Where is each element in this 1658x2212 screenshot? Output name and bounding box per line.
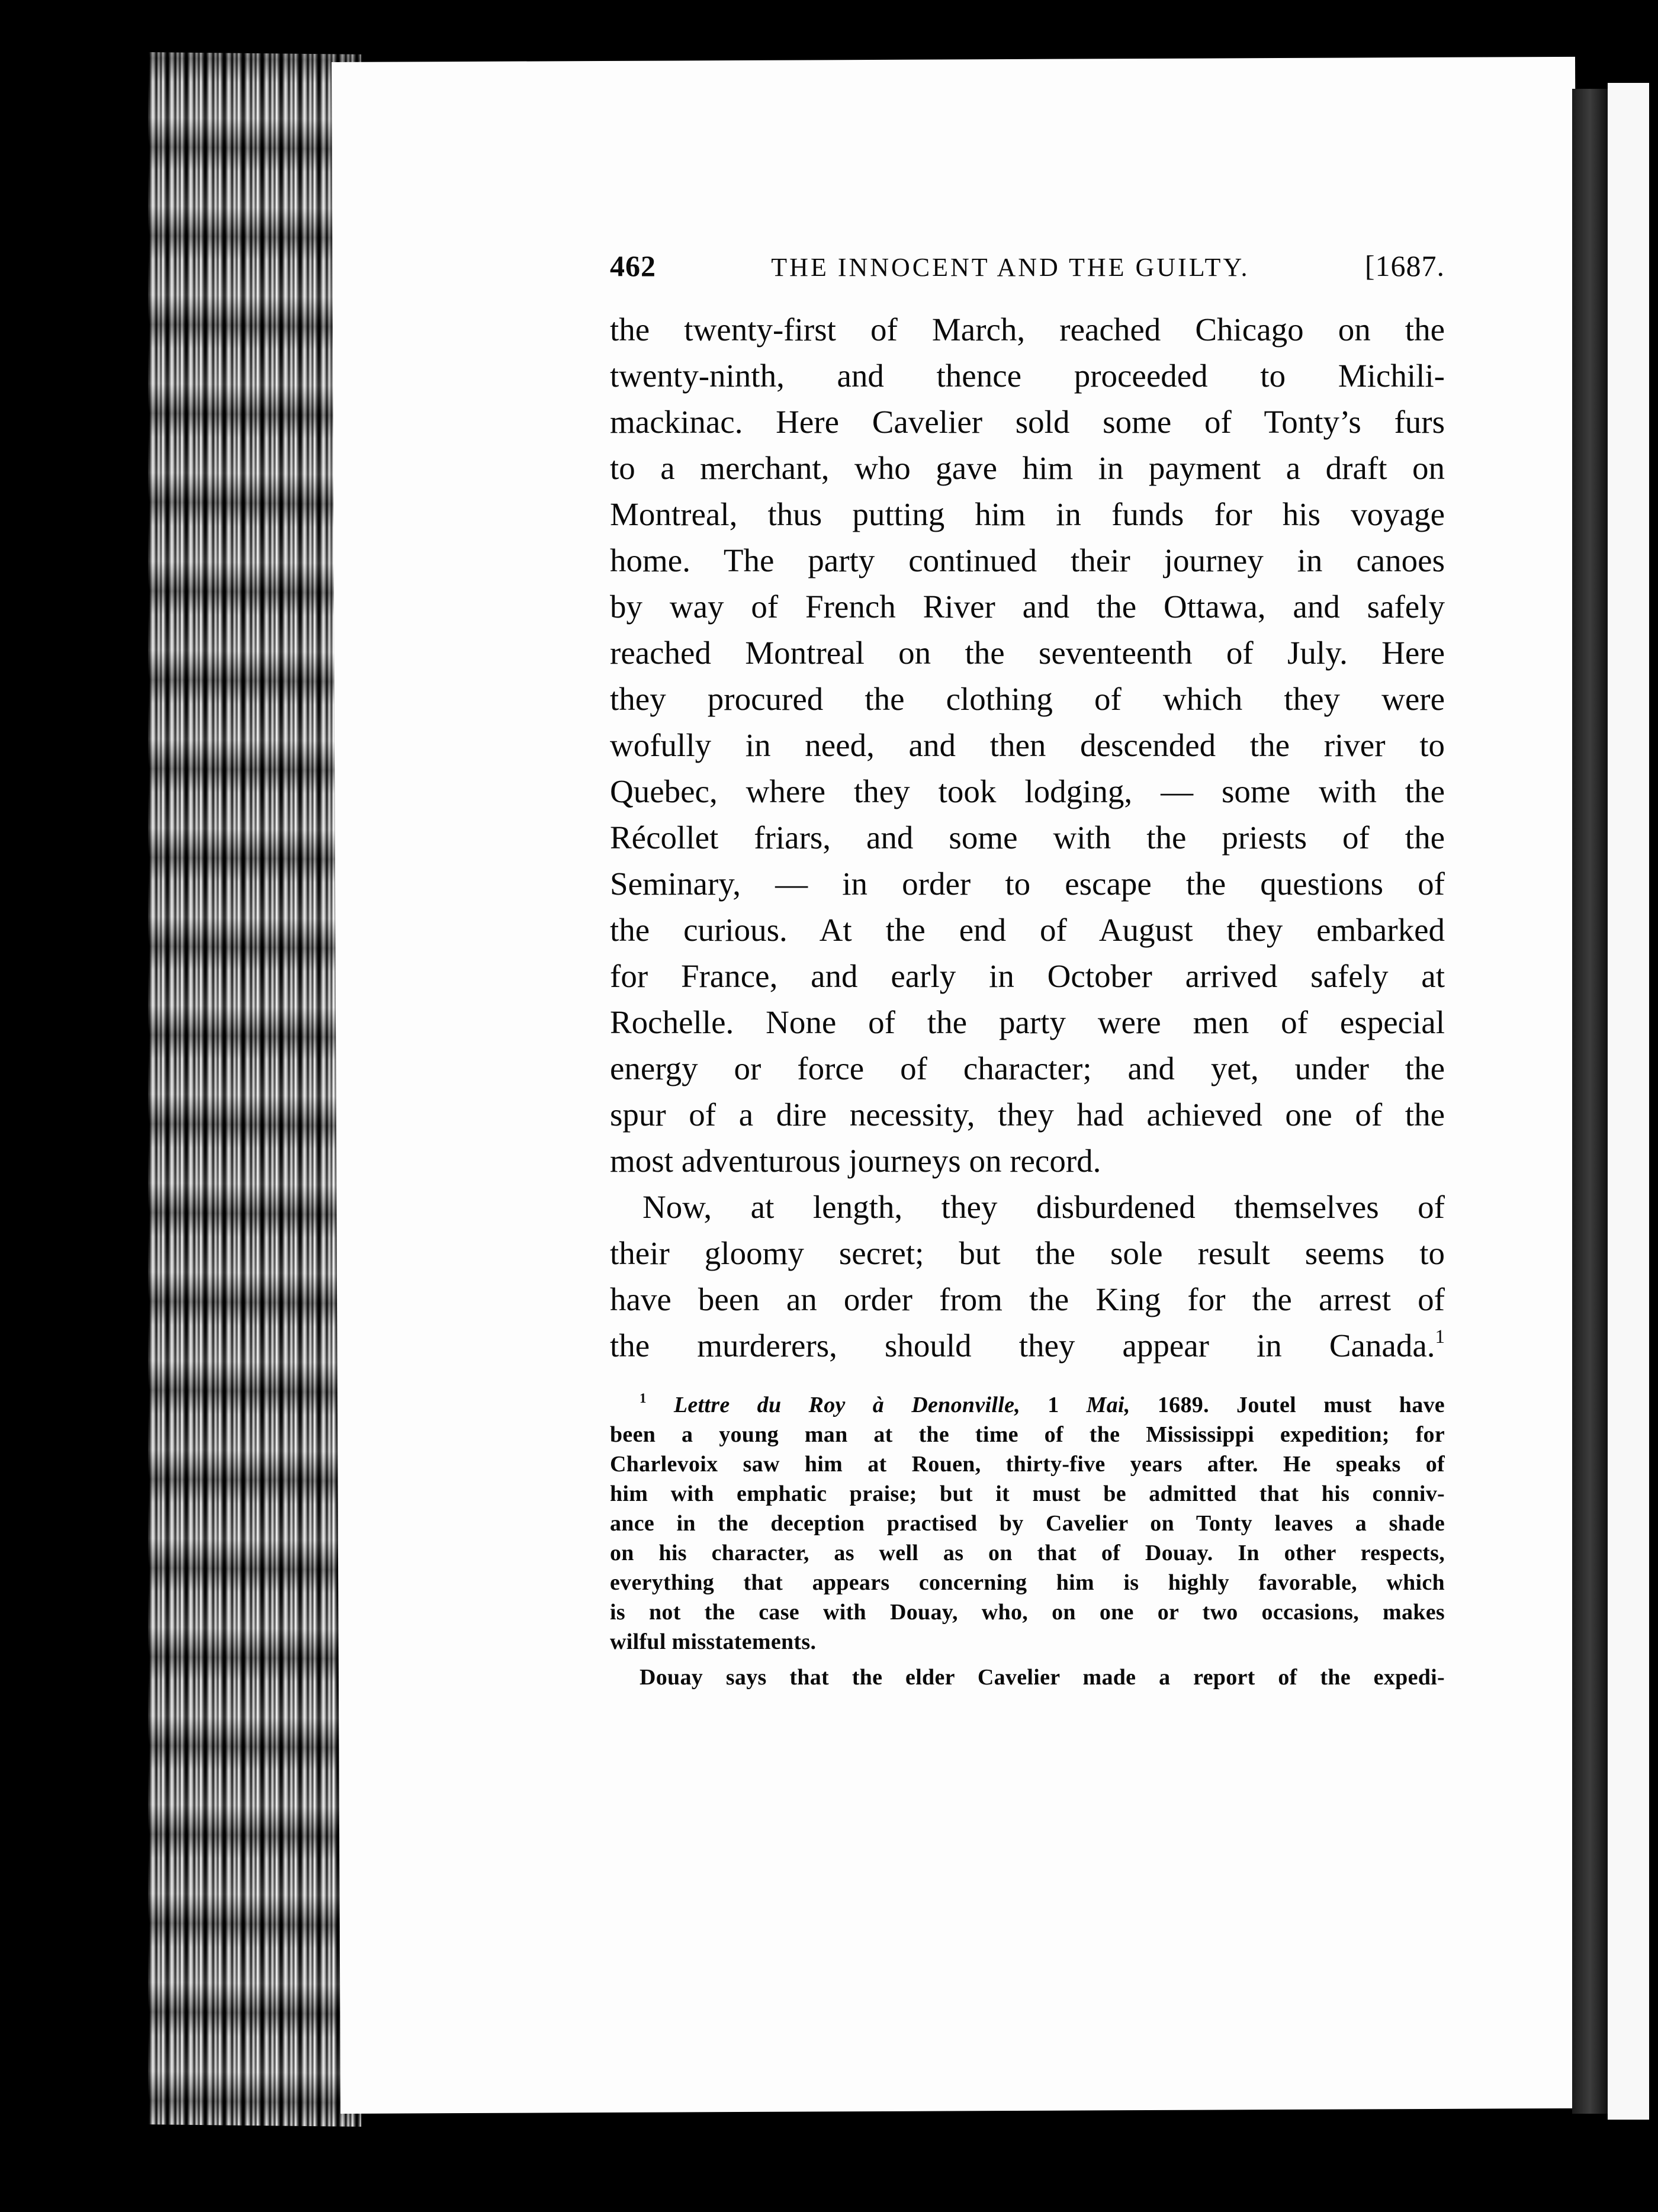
text-line: to a merchant, who gave him in payment a draft on	[610, 450, 1445, 486]
text-line: their gloomy secret; but the sole result seems to	[610, 1235, 1445, 1271]
body-paragraph-1	[610, 307, 1445, 1184]
footnote-line: ance in the deception practised by Cavelier on Tonty leaves a shade	[610, 1511, 1445, 1536]
text-line: have been an order from the King for the arrest of	[610, 1281, 1445, 1317]
text-line: Récollet friars, and some with the priests of the	[610, 819, 1445, 856]
footnote-line: on his character, as well as on that of Douay. In other respects,	[610, 1541, 1445, 1565]
text-line: twenty-ninth, and thence proceeded to Michili-	[610, 358, 1445, 394]
body-paragraph-2	[610, 1184, 1445, 1369]
facing-page-edge	[1608, 83, 1649, 2120]
text-line-content: the murderers, should they appear in Canada.	[610, 1327, 1435, 1364]
page-text-block	[610, 249, 1445, 1692]
text-line: the twenty-first of March, reached Chicago on the	[610, 311, 1445, 348]
text-line: most adventurous journeys on record.	[610, 1143, 1101, 1179]
footnote-reference: 1	[1435, 1326, 1445, 1348]
gutter-shadow	[1572, 89, 1608, 2114]
page-number: 462	[610, 249, 656, 282]
footnote-line: him with emphatic praise; but it must be admitted that his conniv-	[610, 1481, 1445, 1506]
running-head	[610, 249, 1445, 302]
footnote-line: wilful misstatements.	[610, 1629, 817, 1654]
footnote-line: everything that appears concerning him is highly favorable, which	[610, 1570, 1445, 1595]
footnote-first-line	[610, 1390, 1445, 1420]
text-line: home. The party continued their journey in canoes	[610, 542, 1445, 578]
footnote-continuation-line: Douay says that the elder Cavelier made a report of the expedi-	[640, 1665, 1445, 1690]
footnote-citation: Lettre du Roy à Denonville,	[673, 1393, 1021, 1417]
footnote-citation-month: Mai,	[1086, 1393, 1130, 1417]
text-line: energy or force of character; and yet, under the	[610, 1050, 1445, 1086]
text-line: for France, and early in October arrived safely at	[610, 958, 1445, 994]
footnote	[610, 1390, 1445, 1692]
text-line: the curious. At the end of August they embarked	[610, 912, 1445, 948]
text-line: Rochelle. None of the party were men of especial	[610, 1004, 1445, 1040]
running-title: THE INNOCENT AND THE GUILTY.	[771, 253, 1250, 282]
running-year: [1687.	[1364, 249, 1445, 282]
footnote-citation-day: 1	[1048, 1393, 1059, 1417]
footnote-line: is not the case with Douay, who, on one or two occasions, makes	[610, 1600, 1445, 1625]
text-line: reached Montreal on the seventeenth of July. Here	[610, 635, 1445, 671]
text-line: by way of French River and the Ottawa, and safely	[610, 589, 1445, 625]
book-fore-edge	[148, 52, 361, 2127]
text-line: spur of a dire necessity, they had achieved one of the	[610, 1097, 1445, 1133]
footnote-line: been a young man at the time of the Mississippi expedition; for	[610, 1422, 1445, 1447]
text-line: Seminary, — in order to escape the questions of	[610, 866, 1445, 902]
text-line: Quebec, where they took lodging, — some with the	[610, 773, 1445, 809]
footnote-line: Charlevoix saw him at Rouen, thirty-five years after. He speaks of	[610, 1452, 1445, 1477]
text-line: Now, at length, they disburdened themselves of	[642, 1189, 1445, 1225]
footnote-marker: 1	[640, 1391, 647, 1406]
text-line: mackinac. Here Cavelier sold some of Tonty’s furs	[610, 404, 1445, 440]
text-line: they procured the clothing of which they were	[610, 681, 1445, 717]
footnote-citation-year: 1689. Joutel must have	[1157, 1393, 1445, 1417]
text-line: wofully in need, and then descended the river to	[610, 727, 1445, 763]
text-line: Montreal, thus putting him in funds for his voyage	[610, 496, 1445, 532]
text-line-with-footnote-ref	[610, 1323, 1445, 1369]
